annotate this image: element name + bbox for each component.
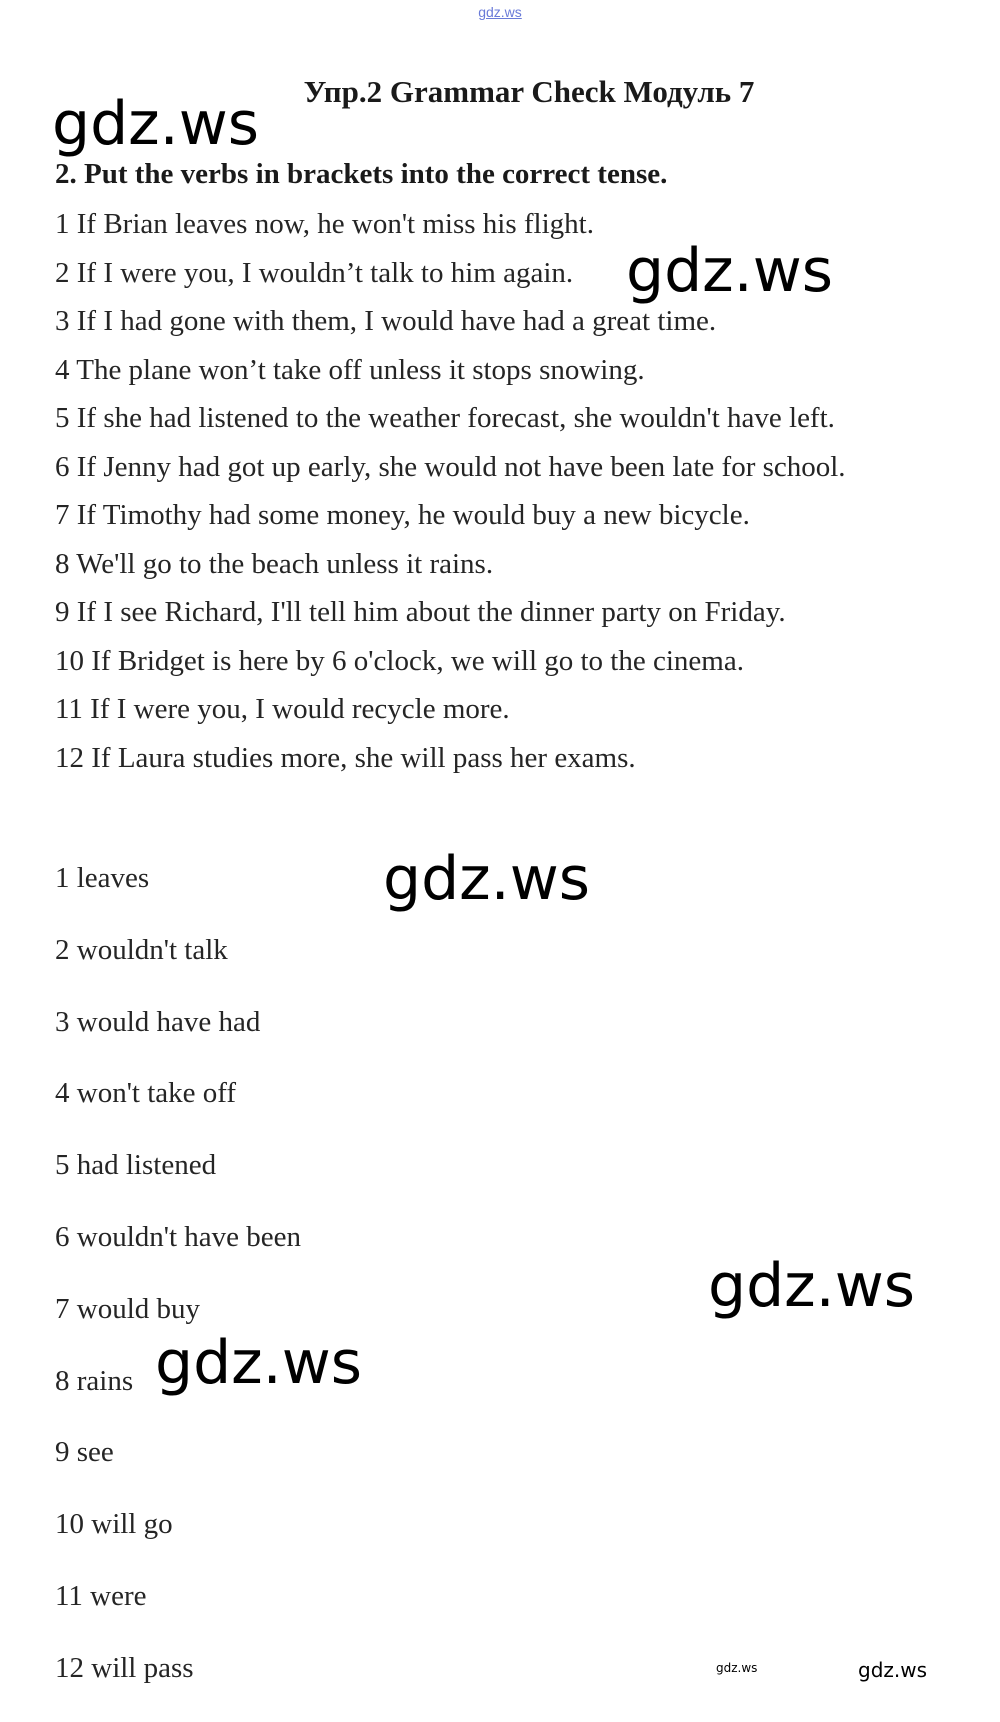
watermark: gdz.ws xyxy=(626,236,834,306)
answer-item: 2 wouldn't talk xyxy=(55,933,228,966)
answer-item: 4 won't take off xyxy=(55,1077,237,1110)
watermark: gdz.ws xyxy=(708,1251,916,1321)
sentence-item: 5 If she had listened to the weather forecast, she wouldn't have left. xyxy=(55,402,835,434)
answer-item: 12 will pass xyxy=(55,1651,194,1684)
sentence-item: 9 If I see Richard, I'll tell him about the dinner party on Friday. xyxy=(55,596,786,628)
answer-item: 3 would have had xyxy=(55,1005,261,1038)
watermark: gdz.ws xyxy=(383,844,591,914)
watermark: gdz.ws xyxy=(716,1661,758,1675)
answer-item: 7 would buy xyxy=(55,1292,200,1325)
answer-item: 1 leaves xyxy=(55,862,150,894)
watermark: gdz.ws xyxy=(155,1328,363,1398)
answer-item: 9 see xyxy=(55,1436,114,1469)
sentence-item: 6 If Jenny had got up early, she would not have been late for school. xyxy=(55,450,846,483)
watermark: gdz.ws xyxy=(52,89,260,159)
answer-item: 6 wouldn't have been xyxy=(55,1220,302,1253)
answer-list xyxy=(55,860,301,1722)
answer-item: 11 were xyxy=(55,1579,147,1612)
sentence-item: 10 If Bridget is here by 6 o'clock, we will go to the cinema. xyxy=(55,644,744,677)
sentence-item: 4 The plane won’t take off unless it stops snowing. xyxy=(55,353,645,386)
sentence-item: 3 If I had gone with them, I would have had a great time. xyxy=(55,305,717,337)
sentence-item: 2 If I were you, I wouldn’t talk to him again. xyxy=(55,256,574,289)
answer-item: 10 will go xyxy=(55,1508,173,1541)
page-title: Упр.2 Grammar Check Модуль 7 xyxy=(303,74,755,109)
sentence-item: 7 If Timothy had some money, he would buy a new bicycle. xyxy=(55,499,750,531)
exercise-instruction: 2. Put the verbs in brackets into the correct tense. xyxy=(55,158,668,190)
top-watermark-link[interactable]: gdz.ws xyxy=(478,4,522,20)
sentence-item: 8 We'll go to the beach unless it rains. xyxy=(55,547,494,580)
sentence-item: 1 If Brian leaves now, he won't miss his flight. xyxy=(55,208,594,240)
answer-item: 5 had listened xyxy=(55,1149,217,1182)
sentence-item: 12 If Laura studies more, she will pass her exams. xyxy=(55,741,636,774)
answer-item: 8 rains xyxy=(55,1364,134,1397)
sentence-item: 11 If I were you, I would recycle more. xyxy=(55,693,510,725)
watermark: gdz.ws xyxy=(858,1658,928,1682)
